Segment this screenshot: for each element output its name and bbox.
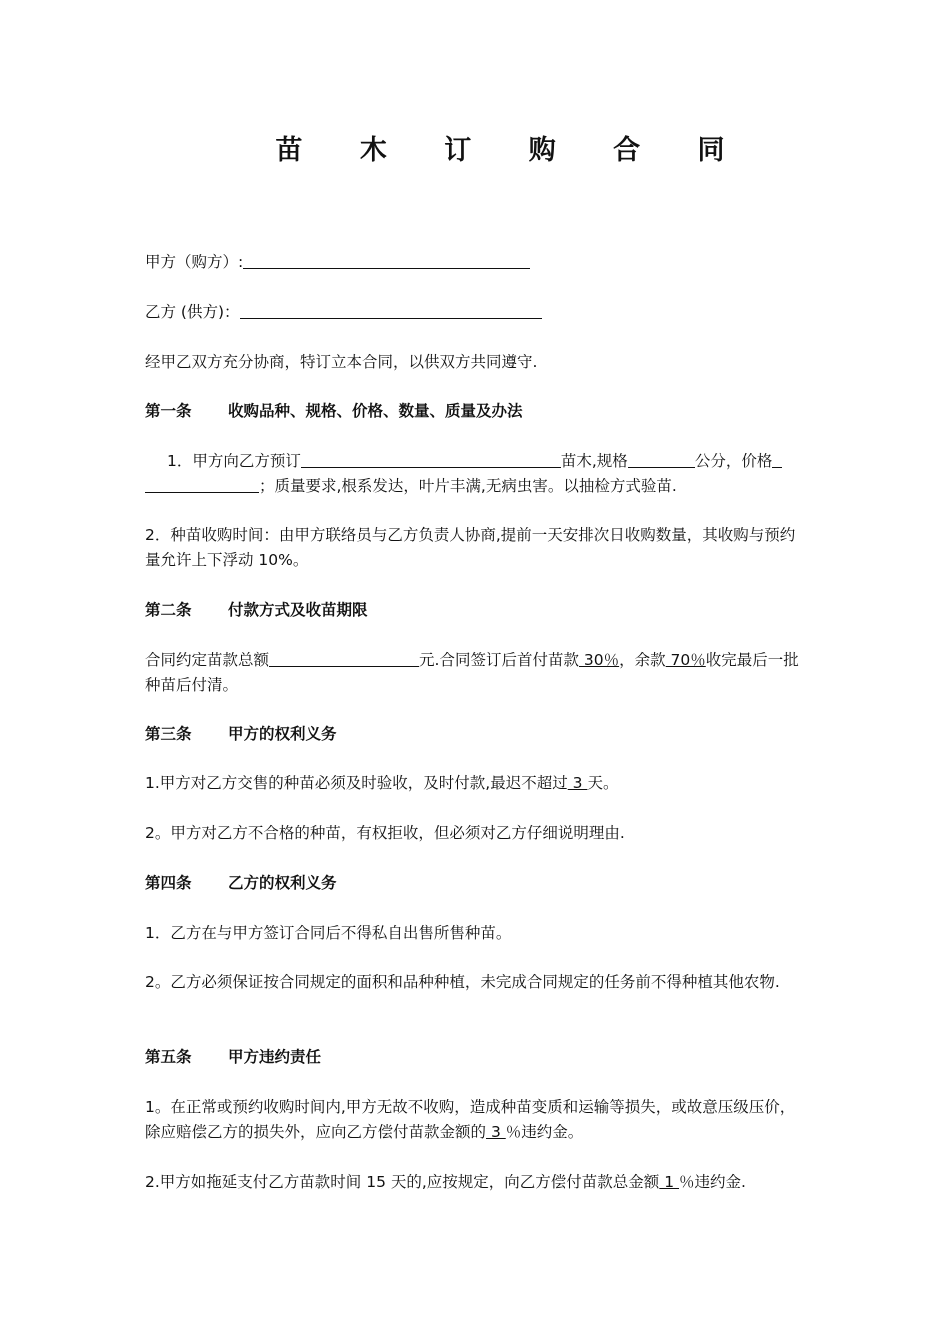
article-5-title: 甲方违约责任 [228,1048,322,1066]
party-b-blank[interactable] [240,302,542,319]
clause-text: 1.甲方对乙方交售的种苗必须及时验收，及时付款,最迟不超过 [145,774,568,792]
clause-text: 天。 [587,774,619,792]
total-amount-blank[interactable] [269,650,419,667]
clause-text: ；质量要求,根系发达，叶片丰满,无病虫害。以抽检方式验苗. [259,477,677,495]
article-5-number: 第五条 [145,1048,192,1066]
penalty-percent-1: 3 [486,1123,506,1141]
clause-text: ，余款 [619,651,666,669]
article-3-heading [145,722,810,747]
article-4-heading [145,871,810,896]
article-3-clause-2: 2。甲方对乙方不合格的种苗，有权拒收，但必须对乙方仔细说明理由. [145,824,625,842]
article-2-title: 付款方式及收苗期限 [228,601,368,619]
remaining-payment-value: 70％ [665,651,706,669]
intro-text: 经甲乙双方充分协商，特订立本合同，以供双方共同遵守. [145,353,538,371]
article-5-heading [145,1045,810,1070]
party-a-blank[interactable] [243,252,530,269]
party-b-label: 乙方 (供方)： [145,303,240,321]
variety-blank[interactable] [301,451,561,468]
penalty-percent-2: 1 [659,1173,680,1191]
article-1-clause-1-line1 [167,449,832,474]
article-4-number: 第四条 [145,874,192,892]
price-blank[interactable] [772,451,782,468]
article-2-clause-1 [145,648,810,698]
clause-text: 1。在正常或预约收购时间内,甲方无故不收购，造成种苗变质和运输等损失，或故意压级压价，除应赔偿乙方的损失外，应向乙方偿付苗款金额的 [145,1098,796,1141]
clause-text: 1．甲方向乙方预订 [167,452,301,470]
price-blank-cont[interactable] [145,476,259,493]
page-title: 苗 木 订 购 合 同 [275,135,749,166]
article-1-clause-1-line2 [145,474,810,499]
article-1-heading [145,399,810,424]
article-3-clause-1 [145,771,810,796]
article-4-clause-1: 1．乙方在与甲方签订合同后不得私自出售所售种苗。 [145,924,512,942]
clause-text: 公分，价格 [694,452,773,470]
article-4-clause-2: 2。乙方必须保证按合同规定的面积和品种种植，未完成合同规定的任务前不得种植其他农物. [145,973,780,991]
article-4-title: 乙方的权利义务 [228,874,337,892]
clause-text: 合同约定苗款总额 [145,651,270,669]
party-a-label: 甲方（购方）: [145,253,244,271]
clause-text: ％违约金。 [505,1123,584,1141]
article-1-number: 第一条 [145,402,192,420]
party-b-line [145,300,810,325]
clause-text: 元.合同签订后首付苗款 [419,651,579,669]
article-2-heading [145,598,810,623]
party-a-line [145,250,810,275]
clause-text: 收完最后一批种苗后付清。 [145,651,799,694]
article-5-clause-1 [145,1095,810,1145]
article-3-number: 第三条 [145,725,192,743]
clause-text: ％违约金. [679,1173,746,1191]
article-5-clause-2 [145,1170,810,1195]
first-payment-value: 30％ [578,651,620,669]
article-3-title: 甲方的权利义务 [228,725,337,743]
spec-blank[interactable] [628,451,695,468]
days-value: 3 [567,774,588,792]
article-1-title: 收购品种、规格、价格、数量、质量及办法 [228,402,523,420]
article-2-number: 第二条 [145,601,192,619]
article-1-clause-2: 2．种苗收购时间：由甲方联络员与乙方负责人协商,提前一天安排次日收购数量，其收购与预约量允许上下浮动 10%。 [145,526,796,569]
clause-text: 2.甲方如拖延支付乙方苗款时间 15 天的,应按规定，向乙方偿付苗款总金额 [145,1173,660,1191]
clause-text: 苗木,规格 [560,452,628,470]
